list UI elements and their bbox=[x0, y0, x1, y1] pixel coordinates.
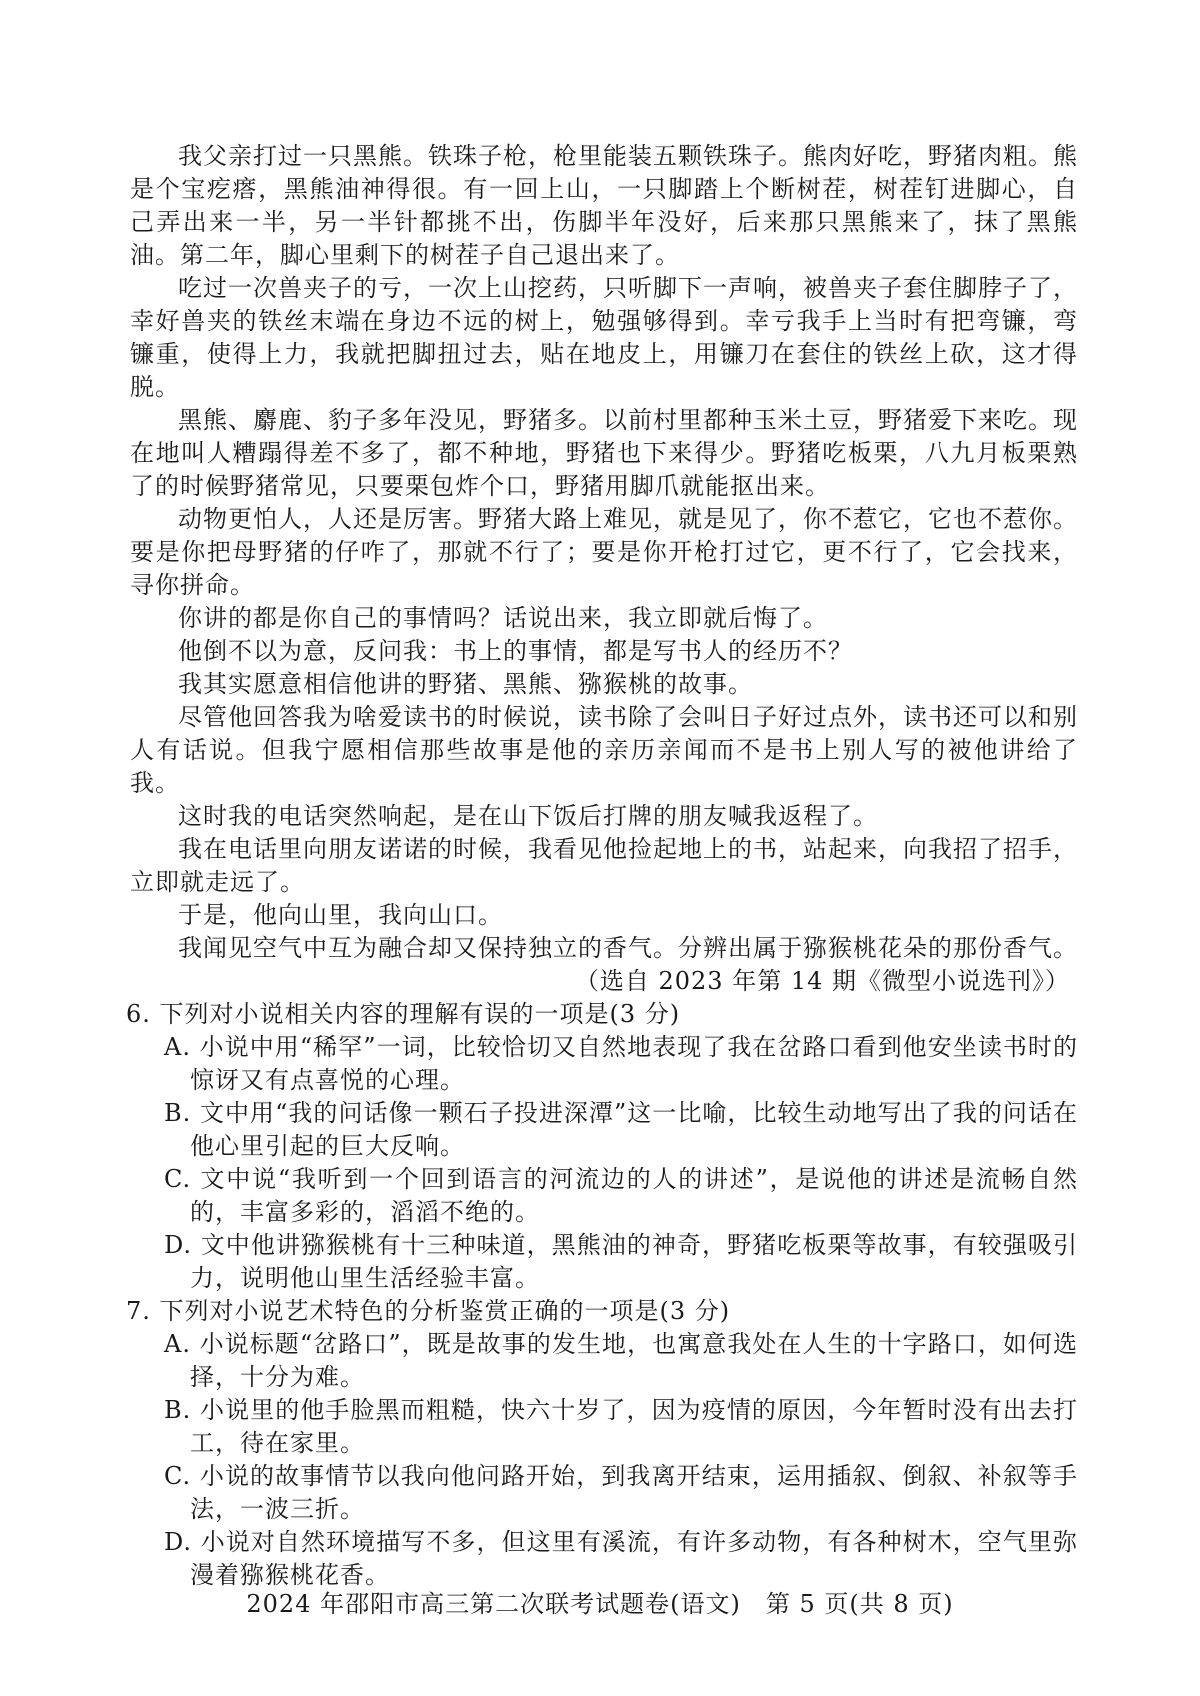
question-option: A. 小说中用“稀罕”一词，比较恰切又自然地表现了我在岔路口看到他安坐读书时的惊讶又有点喜悦的心理。 bbox=[164, 1033, 1078, 1094]
question-stem: 6. 下列对小说相关内容的理解有误的一项是(3 分) bbox=[126, 1000, 681, 1028]
question-stem: 7. 下列对小说艺术特色的分析鉴赏正确的一项是(3 分) bbox=[126, 1297, 731, 1325]
question-option: B. 小说里的他手脸黑而粗糙，快六十岁了，因为疫情的原因，今年暂时没有出去打工，待在家里。 bbox=[164, 1396, 1078, 1457]
page-body bbox=[126, 140, 1078, 1592]
passage-paragraph: 我在电话里向朋友诺诺的时候，我看见他捡起地上的书，站起来，向我招了招手，立即就走远了。 bbox=[130, 835, 1078, 896]
question-option: A. 小说标题“岔路口”，既是故事的发生地，也寓意我处在人生的十字路口，如何选择，十分为难。 bbox=[164, 1330, 1078, 1391]
passage-paragraph: 黑熊、麝鹿、豹子多年没见，野猪多。以前村里都种玉米土豆，野猪爱下来吃。现在地叫人糟蹋得差不多了，都不种地，野猪也下来得少。野猪吃板栗，八九月板栗熟了的时候野猪常见，只要栗包炸个口，野猪用脚爪就能抠出来。 bbox=[130, 406, 1078, 500]
passage-paragraph: 这时我的电话突然响起，是在山下饭后打牌的朋友喊我返程了。 bbox=[178, 802, 878, 830]
question-option: D. 文中他讲猕猴桃有十三种味道，黑熊油的神奇，野猪吃板栗等故事，有较强吸引力，说明他山里生活经验丰富。 bbox=[164, 1231, 1078, 1292]
passage-paragraph: 我父亲打过一只黑熊。铁珠子枪，枪里能装五颗铁珠子。熊肉好吃，野猪肉粗。熊是个宝疙瘩，黑熊油神得很。有一回上山，一只脚踏上个断树茬，树茬钉进脚心，自己弄出来一半，另一半针都挑不出，伤脚半年没好，后来那只黑熊来了，抹了黑熊油。第二年，脚心里剩下的树茬子自己退出来了。 bbox=[130, 142, 1078, 269]
passage-paragraph: 吃过一次兽夹子的亏，一次上山挖药，只听脚下一声响，被兽夹子套住脚脖子了，幸好兽夹的铁丝末端在身边不远的树上，勉强够得到。幸亏我手上当时有把弯镰，弯镰重，使得上力，我就把脚扭过去，贴在地皮上，用镰刀在套住的铁丝上砍，这才得脱。 bbox=[130, 274, 1078, 401]
passage-paragraph: 我其实愿意相信他讲的野猪、黑熊、猕猴桃的故事。 bbox=[178, 670, 753, 698]
question-option: D. 小说对自然环境描写不多，但这里有溪流，有许多动物，有各种树木，空气里弥漫着猕猴桃花香。 bbox=[164, 1528, 1078, 1589]
passage-paragraph: 他倒不以为意，反问我：书上的事情，都是写书人的经历不？ bbox=[178, 637, 853, 665]
passage-paragraph: 你讲的都是你自己的事情吗？话说出来，我立即就后悔了。 bbox=[178, 604, 828, 632]
passage-paragraph: 于是，他向山里，我向山口。 bbox=[178, 901, 503, 929]
passage-paragraph: 我闻见空气中互为融合却又保持独立的香气。分辨出属于猕猴桃花朵的那份香气。 bbox=[178, 934, 1078, 962]
passage-paragraph: 动物更怕人，人还是厉害。野猪大路上难见，就是见了，你不惹它，它也不惹你。要是你把母野猪的仔咋了，那就不行了；要是你开枪打过它，更不行了，它会找来，寻你拼命。 bbox=[130, 505, 1078, 599]
question-option: C. 文中说“我听到一个回到语言的河流边的人的讲述”，是说他的讲述是流畅自然的，丰富多彩的，滔滔不绝的。 bbox=[164, 1165, 1078, 1226]
passage-paragraph: 尽管他回答我为啥爱读书的时候说，读书除了会叫日子好过点外，读书还可以和别人有话说。但我宁愿相信那些故事是他的亲历亲闻而不是书上别人写的被他讲给了我。 bbox=[130, 703, 1078, 797]
page-footer: 2024 年邵阳市高三第二次联考试题卷(语文) 第 5 页(共 8 页) bbox=[246, 1590, 954, 1618]
passage-source: （选自 2023 年第 14 期《微型小说选刊》） bbox=[574, 967, 1070, 995]
question-option: B. 文中用“我的问话像一颗石子投进深潭”这一比喻，比较生动地写出了我的问话在他心里引起的巨大反响。 bbox=[164, 1099, 1078, 1160]
question-option: C. 小说的故事情节以我向他问路开始，到我离开结束，运用插叙、倒叙、补叙等手法，一波三折。 bbox=[164, 1462, 1078, 1523]
